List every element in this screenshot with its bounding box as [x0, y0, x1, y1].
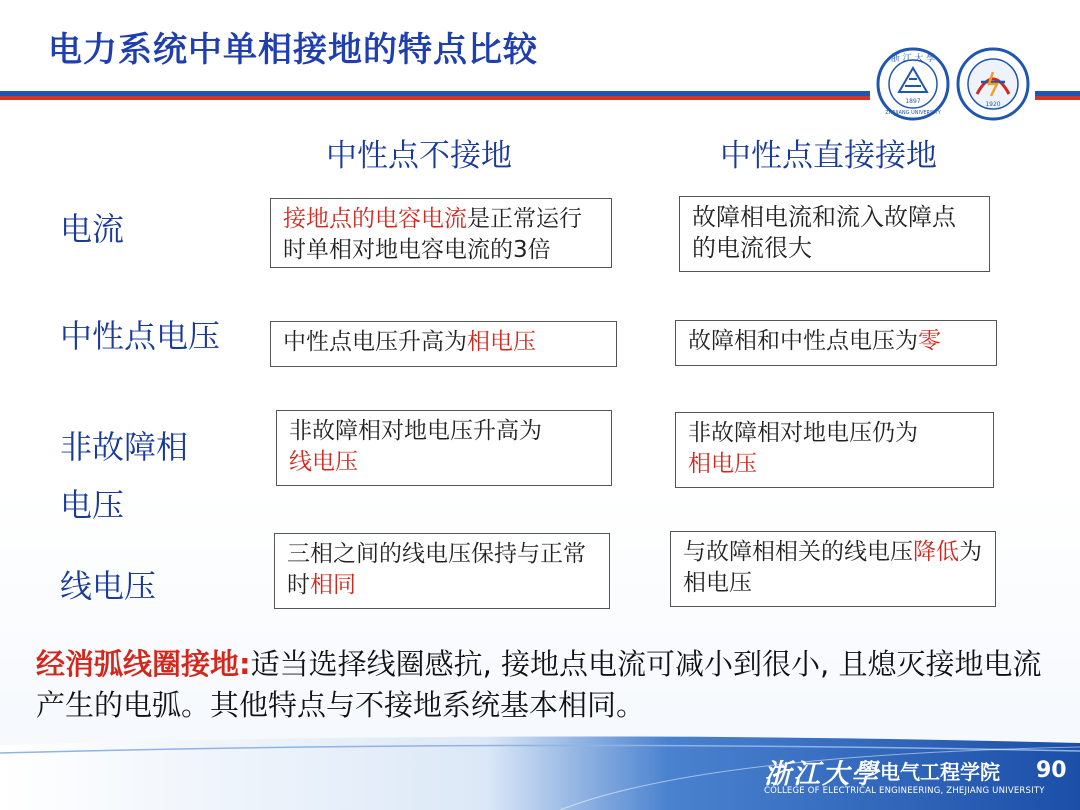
- cell-nonfault-grounded: [675, 412, 994, 488]
- cell-current-ungrounded: [270, 198, 612, 268]
- row-label-neutral-voltage: 中性点电压: [60, 317, 221, 355]
- cell-nonfault-ungrounded: [276, 410, 612, 486]
- footer-english-name: COLLEGE OF ELECTRICAL ENGINEERING, ZHEJIANG UNIVERSITY: [764, 786, 1045, 796]
- cell-text: 为相电压: [683, 539, 982, 596]
- cell-text: 中性点电压升高为: [283, 329, 467, 355]
- cell-highlight: 相电压: [688, 451, 757, 477]
- cell-highlight: 接地点的电容电流: [283, 206, 467, 232]
- cell-highlight: 相电压: [467, 329, 536, 355]
- zhejiang-university-logo-icon: [875, 46, 951, 122]
- svg-text:浙 江 大 學: 浙 江 大 學: [890, 54, 936, 64]
- cell-highlight: 降低: [913, 539, 959, 565]
- column-header-ungrounded: 中性点不接地: [326, 138, 512, 174]
- cell-highlight: 零: [918, 328, 941, 354]
- cell-neutral-ungrounded: [270, 321, 617, 367]
- cell-text: 是正常运行时单相对地电容电流的3倍: [283, 206, 582, 263]
- footer-university-name: 浙江大學: [764, 759, 880, 790]
- svg-text:1897: 1897: [905, 98, 921, 105]
- cell-text: 与故障相相关的线电压: [683, 539, 913, 565]
- page-title: 电力系统中单相接地的特点比较: [48, 30, 538, 70]
- cell-text: 三相之间的线电压保持与正常时: [287, 541, 586, 598]
- column-header-solidly-grounded: 中性点直接接地: [720, 138, 937, 174]
- row-label-line1: 非故障相: [60, 428, 189, 466]
- svg-text:ZHEJIANG UNIVERSITY: ZHEJIANG UNIVERSITY: [885, 110, 941, 116]
- svg-text:1920: 1920: [985, 101, 1001, 108]
- cell-text: 非故障相对地电压升高为: [289, 418, 542, 444]
- footer-department: 电气工程学院: [880, 760, 1000, 784]
- cell-highlight: 线电压: [289, 449, 358, 475]
- cell-neutral-grounded: [675, 320, 997, 366]
- note-text: 适当选择线圈感抗, 接地点电流可减小到很小, 且熄灭接地电流产生的电弧。其他特点与不接地系统基本相同。: [36, 647, 1042, 722]
- page-number: 90: [1036, 758, 1067, 783]
- cell-current-grounded: [679, 196, 990, 272]
- row-label-line2: 电压: [60, 486, 125, 524]
- college-logo-icon: [955, 46, 1031, 122]
- cell-line-ungrounded: [274, 533, 610, 609]
- cell-text: 故障相和中性点电压为: [688, 328, 918, 354]
- row-label-current: 电流: [60, 210, 125, 248]
- cell-text: 故障相电流和流入故障点的电流很大: [692, 203, 956, 262]
- row-label-nonfault-voltage: [60, 418, 188, 534]
- cell-highlight: 相同: [310, 572, 356, 598]
- cell-line-grounded: [670, 531, 996, 607]
- note-highlight: 经消弧线圈接地:: [36, 647, 251, 681]
- row-label-line-voltage: 线电压: [60, 567, 157, 605]
- arc-suppression-note: [36, 644, 1046, 726]
- cell-text: 非故障相对地电压仍为: [688, 420, 918, 446]
